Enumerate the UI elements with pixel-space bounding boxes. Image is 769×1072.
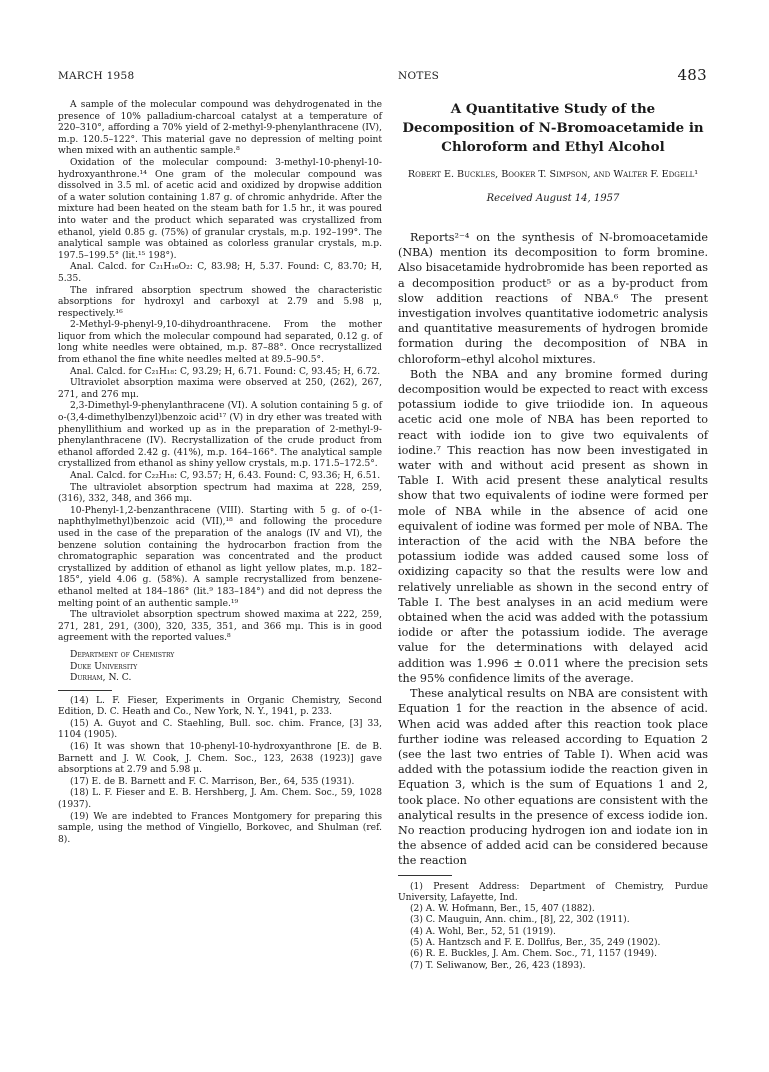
footnote: (15) A. Guyot and C. Staehling, Bull. soc. chim. France, [3] 33, 1104 (1905). <box>58 718 382 741</box>
paragraph: The infrared absorption spectrum showed the characteristic absorptions for hydroxyl and carboxyl at 2.79 and 5.98 μ, respectively.¹⁶ <box>58 285 382 319</box>
paragraph: Anal. Calcd. for C₂₁H₁₆O₂: C, 83.98; H, 5.37. Found: C, 83.70; H, 5.35. <box>58 262 382 284</box>
footnote: (6) R. E. Buckles, J. Am. Chem. Soc., 71, 1157 (1949). <box>410 949 657 960</box>
footnotes <box>398 882 708 972</box>
paragraph: Ultraviolet absorption maxima were observed at 250, (262), 267, 271, and 276 mμ. <box>58 378 382 400</box>
paragraph: Reports²⁻⁴ on the synthesis of N-bromoacetamide (NBA) mention its decomposition to form bromine. Also bisacetamide hydrobromide has been reported as a decomposition product⁵ or as a by-product from slow addition reactions of NBA.⁶ The present investigation involves quantitative iodometric analysis and quantitative measurements of hydrogen bromide formation during the decomposition of NBA in chloroform–ethyl alcohol mixtures. <box>398 231 708 366</box>
left-column <box>58 100 382 846</box>
footnote: (16) It was shown that 10-phenyl-10-hydroxyanthrone [E. de B. Barnett and J. W. Cook, J. Chem. Soc., 123, 2638 (1923)] gave absorptions at 2.79 and 5.98 μ. <box>58 742 382 776</box>
article-title: A Quantitative Study of the Decomposition of N-Bromoacetamide in Chloroform and Ethyl Alcohol <box>402 101 704 155</box>
paragraph: A sample of the molecular compound was dehydrogenated in the presence of 10% palladium-charcoal catalyst at a temperature of 220–310°, affording a 70% yield of 2-methyl-9-phenylanthracene (IV), m.p. 120.5–122°. This material gave no depression of melting point when mixed with an authentic sample.⁸ <box>58 100 382 157</box>
page-number: 483 <box>677 66 707 84</box>
footnote: (4) A. Wohl, Ber., 52, 51 (1919). <box>410 926 556 937</box>
affiliation-line: Duke University <box>70 660 138 672</box>
footnote: (2) A. W. Hofmann, Ber., 15, 407 (1882). <box>410 904 595 915</box>
paragraph: 10-Phenyl-1,2-benzanthracene (VIII). Starting with 5 g. of o-(1-naphthylmethyl)benzoic acid (VII),¹⁸ and following the procedure used in the case of the preparation of the analogs (IV and VI), the benzene solution containing the hydrocarbon fraction from the chromatographic separation was concentrated and the product crystallized by addition of ethanol as light yellow plates, m.p. 182–185°, yield 4.06 g. (58%). A sample recrystallized from benzene-ethanol melted at 184–186° (lit.⁹ 183–184°) and did not depress the melting point of an authentic sample.¹⁹ <box>58 505 382 609</box>
paragraph: 2,3-Dimethyl-9-phenylanthracene (VI). A solution containing 5 g. of o-(3,4-dimethylbenzyl)benzoic acid¹⁷ (V) in dry ether was treated with phenyllithium and worked up as in the preparation of 2-methyl-9-phenylanthracene (IV). Recrystallization of the crude product from ethanol afforded 2.42 g. (41%), m.p. 164–166°. The analytical sample crystallized from ethanol as shiny yellow crystals, m.p. 171.5–172.5°. <box>58 401 382 470</box>
paragraph: Anal. Calcd. for C₂₁H₁₈: C, 93.29; H, 6.71. Found: C, 93.45; H, 6.72. <box>70 366 381 377</box>
footnote: (17) E. de B. Barnett and F. C. Marrison, Ber., 64, 535 (1931). <box>70 776 355 787</box>
paragraph: 2-Methyl-9-phenyl-9,10-dihydroanthracene. From the mother liquor from which the molecular compound had separated, 0.12 g. of long white needles were obtained, m.p. 87–88°. Once recrystallized from ethanol the fine white needles melted at 89.5–90.5°. <box>58 320 382 366</box>
article-authors: Robert E. Buckles, Booker T. Simpson, and Walter F. Edgell¹ <box>407 169 699 180</box>
footnote: (19) We are indebted to Frances Montgomery for preparing this sample, using the method of Vingiello, Borkovec, and Shulman (ref. 8). <box>58 811 382 845</box>
paragraph: The ultraviolet absorption spectrum had maxima at 228, 259, (316), 332, 348, and 366 mμ. <box>58 482 382 505</box>
footnotes <box>58 696 382 847</box>
footnote: (14) L. F. Fieser, Experiments in Organic Chemistry, Second Edition, D. C. Heath and Co., New York, N. Y., 1941, p. 233. <box>58 695 382 718</box>
footnote: (1) Present Address: Department of Chemistry, Purdue University, Lafayette, Ind. <box>398 881 708 903</box>
footnote: (7) T. Seliwanow, Ber., 26, 423 (1893). <box>410 960 586 971</box>
paragraph: Oxidation of the molecular compound: 3-methyl-10-phenyl-10-hydroxyanthrone.¹⁴ One gram of the molecular compound was dissolved in 3.5 ml. of acetic acid and oxidized by dropwise addition of a water solution containing 1.87 g. of chromic anhydride. After the mixture had been heated on the steam bath for 1.5 hr., it was poured into water and the product which separated was crystallized from ethanol, yield 0.85 g. (75%) of granular crystals, m.p. 192–199°. The analytical sample was obtained as colorless granular crystals, m.p. 197.5–199.5° (lit.¹⁵ 198°). <box>58 157 382 261</box>
paragraph: The ultraviolet absorption spectrum showed maxima at 222, 259, 271, 281, 291, (300), 320, 335, 351, and 366 mμ. This is in good agreement with the reported values.⁸ <box>58 610 382 644</box>
paragraph: These analytical results on NBA are consistent with Equation 1 for the reaction in the absence of acid. When acid was added after this reaction took place further iodine was released according to Equation 2 (see the last two entries of Table I). When acid was added with the potassium iodide the reaction given in Equation 3, which is the sum of Equations 1 and 2, took place. No other equations are consistent with the analytical results in the presence of excess iodide ion. No reaction producing hydrogen ion and iodate ion in the absence of added acid can be considered because the reaction <box>398 687 708 868</box>
running-header-section: NOTES <box>398 70 440 82</box>
received-date: Received August 14, 1957 <box>486 193 620 204</box>
paragraph: Both the NBA and any bromine formed during decomposition would be expected to react with excess potassium iodide to give triiodide ion. In aqueous acetic acid one mole of NBA has been reported to react with iodide ion to give two equivalents of iodine.⁷ This reaction has now been investigated in water with and without acid present as shown in Table I. With acid present these analytical results show that two equivalents of iodine were formed per mole of NBA while in the absence of acid one equivalent of iodine was formed per mole of NBA. The interaction of the acid with the NBA before the potassium iodide was added caused some loss of oxidizing capacity so that the results were low and relatively unreliable as shown in the second entry of Table I. The best analyses in an acid medium were obtained when the acid was added with the potassium iodide or after the potassium iodide. The average value for the determinations with delayed acid addition was 1.996 ± 0.011 where the precision sets the 95% confidence limits of the average. <box>398 367 708 685</box>
paragraph: Anal. Calcd. for C₂₂H₁₈: C, 93.57; H, 6.43. Found: C, 93.36; H, 6.51. <box>70 471 381 481</box>
footnote: (5) A. Hantzsch and F. E. Dollfus, Ber., 35, 249 (1902). <box>410 938 661 949</box>
running-header-date: MARCH 1958 <box>58 70 135 82</box>
footnote: (3) C. Mauguin, Ann. chim., [8], 22, 302 (1911). <box>410 915 630 926</box>
footnote: (18) L. F. Fieser and E. B. Hershberg, J. Am. Chem. Soc., 59, 1028 (1937). <box>58 788 382 811</box>
footnote-rule <box>398 875 452 876</box>
right-column <box>398 100 708 972</box>
article-body <box>398 230 708 869</box>
affiliation <box>58 649 382 684</box>
affiliation-line: Durham, N. C. <box>70 672 132 684</box>
affiliation-line: Department of Chemistry <box>70 648 175 660</box>
footnote-rule <box>58 690 112 691</box>
